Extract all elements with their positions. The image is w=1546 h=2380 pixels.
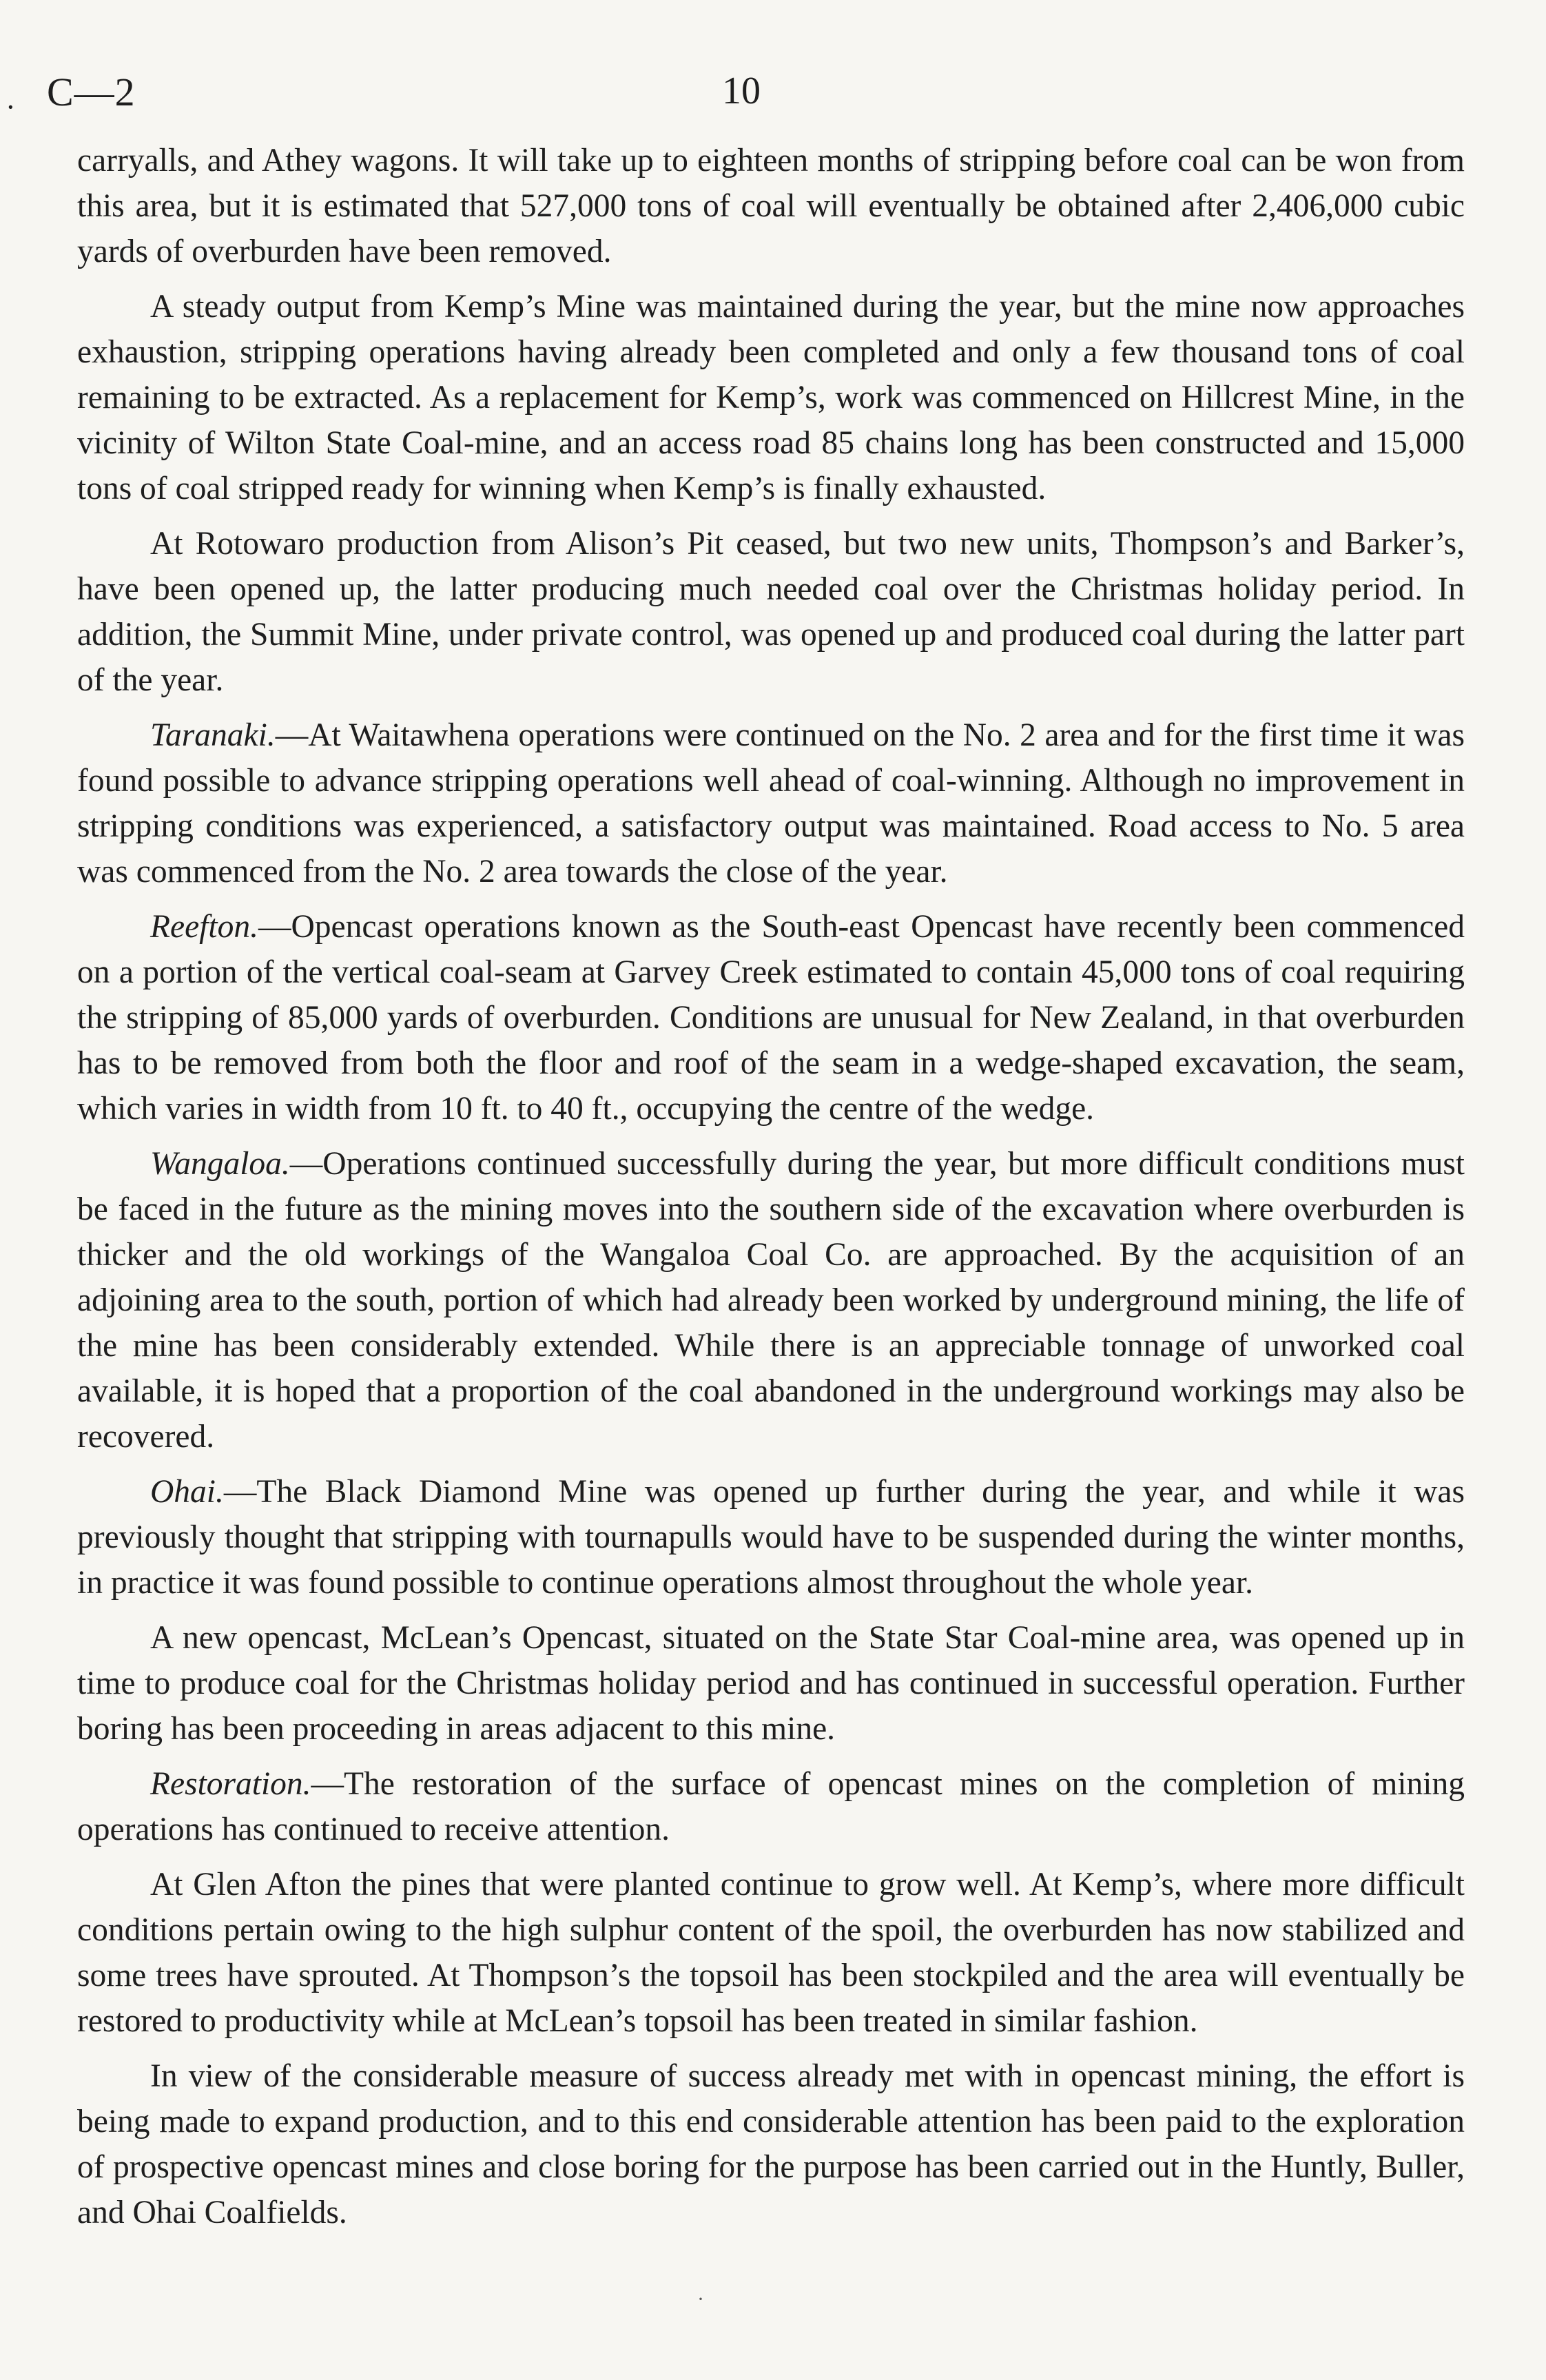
paragraph-restoration — [77, 1761, 1465, 1852]
page-header — [0, 69, 1546, 124]
heading-ohai: Ohai. — [150, 1474, 224, 1510]
paragraph-reefton-text: —Opencast operations known as the South-east Opencast have recently been commenced on a portion of the vertical coal-seam at Garvey Creek estimated to contain 45,000 tons of coal requiring the stripping of 85,000 yards of overburden. Conditions are unusual for New Zealand, in that overburden has to be removed from both the floor and roof of the seam in a wedge-shaped excavation, the seam, which varies in width from 10 ft. to 40 ft., occupying the centre of the wedge. — [77, 909, 1465, 1127]
footer-mark: · — [697, 2288, 704, 2310]
paragraph-ohai-text: —The Black Diamond Mine was opened up further during the year, and while it was previously thought that stripping with tournapulls would have to be suspended during the winter months, in practice it was found possible to continue operations almost throughout the whole year. — [77, 1474, 1465, 1601]
paragraph-continuation: carryalls, and Athey wagons. It will take up to eighteen months of stripping before coal can be won from this area, but it is estimated that 527,000 tons of coal will eventually be obtained after 2,406,000 cubic yards of overburden have been removed. — [77, 143, 1465, 269]
page-number: 10 — [722, 70, 761, 112]
paragraph-taranaki — [77, 712, 1465, 894]
paragraph-conclusion: In view of the considerable measure of success already met with in opencast mining, the effort is being made to expand production, and to this end considerable attention has been paid to the exploration of prospective opencast mines and close boring for the purpose has been carried out in the Huntly, Buller, and Ohai Coalfields. — [77, 2058, 1465, 2230]
heading-taranaki: Taranaki. — [150, 717, 276, 753]
margin-bullet: · — [6, 90, 16, 124]
paragraph-glen-afton: At Glen Afton the pines that were planted continue to grow well. At Kemp’s, where more difficult conditions pertain owing to the high sulphur content of the spoil, the overburden has now stabilized and some trees have sprouted. At Thompson’s the topsoil has been stockpiled and the area will eventually be restored to productivity while at McLean’s topsoil has been treated in similar fashion. — [77, 1867, 1465, 2039]
paragraph-restoration-text: —The restoration of the surface of opencast mines on the completion of mining operations has continued to receive attention. — [77, 1766, 1465, 1847]
document-reference: C—2 — [47, 70, 136, 114]
paragraph-ohai — [77, 1469, 1465, 1606]
paragraph-mcleans-opencast: A new opencast, McLean’s Opencast, situated on the State Star Coal-mine area, was opened up in time to produce coal for the Christmas holiday period and has continued in successful operation. Further boring has been proceeding in areas adjacent to this mine. — [77, 1620, 1465, 1747]
heading-wangaloa: Wangaloa. — [150, 1146, 290, 1182]
page-body — [77, 138, 1465, 2245]
heading-restoration: Restoration. — [150, 1766, 311, 1802]
paragraph-rotowaro: At Rotowaro production from Alison’s Pit ceased, but two new units, Thompson’s and Barker’s, have been opened up, the latter producing much needed coal over the Christmas holiday period. In addition, the Summit Mine, under private control, was opened up and produced coal during the latter part of the year. — [77, 526, 1465, 698]
paragraph-reefton — [77, 904, 1465, 1131]
paragraph-wangaloa — [77, 1141, 1465, 1459]
paragraph-taranaki-text: —At Waitawhena operations were continued on the No. 2 area and for the first time it was found possible to advance stripping operations well ahead of coal-winning. Although no improvement in stripping conditions was experienced, a satisfactory output was maintained. Road access to No. 5 area was commenced from the No. 2 area towards the close of the year. — [77, 717, 1465, 890]
heading-reefton: Reefton. — [150, 909, 258, 945]
paragraph-wangaloa-text: —Operations continued successfully during the year, but more difficult conditions must be faced in the future as the mining moves into the southern side of the excavation where overburden is thicker and the old workings of the Wangaloa Coal Co. are approached. By the acquisition of an adjoining area to the south, portion of which had already been worked by underground mining, the life of the mine has been considerably extended. While there is an appreciable tonnage of unworked coal available, it is hoped that a proportion of the coal abandoned in the underground workings may also be recovered. — [77, 1146, 1465, 1455]
paragraph-kemps-mine: A steady output from Kemp’s Mine was maintained during the year, but the mine now approaches exhaustion, stripping operations having already been completed and only a few thousand tons of coal remaining to be extracted. As a replacement for Kemp’s, work was commenced on Hillcrest Mine, in the vicinity of Wilton State Coal-mine, and an access road 85 chains long has been constructed and 15,000 tons of coal stripped ready for winning when Kemp’s is finally exhausted. — [77, 289, 1465, 506]
